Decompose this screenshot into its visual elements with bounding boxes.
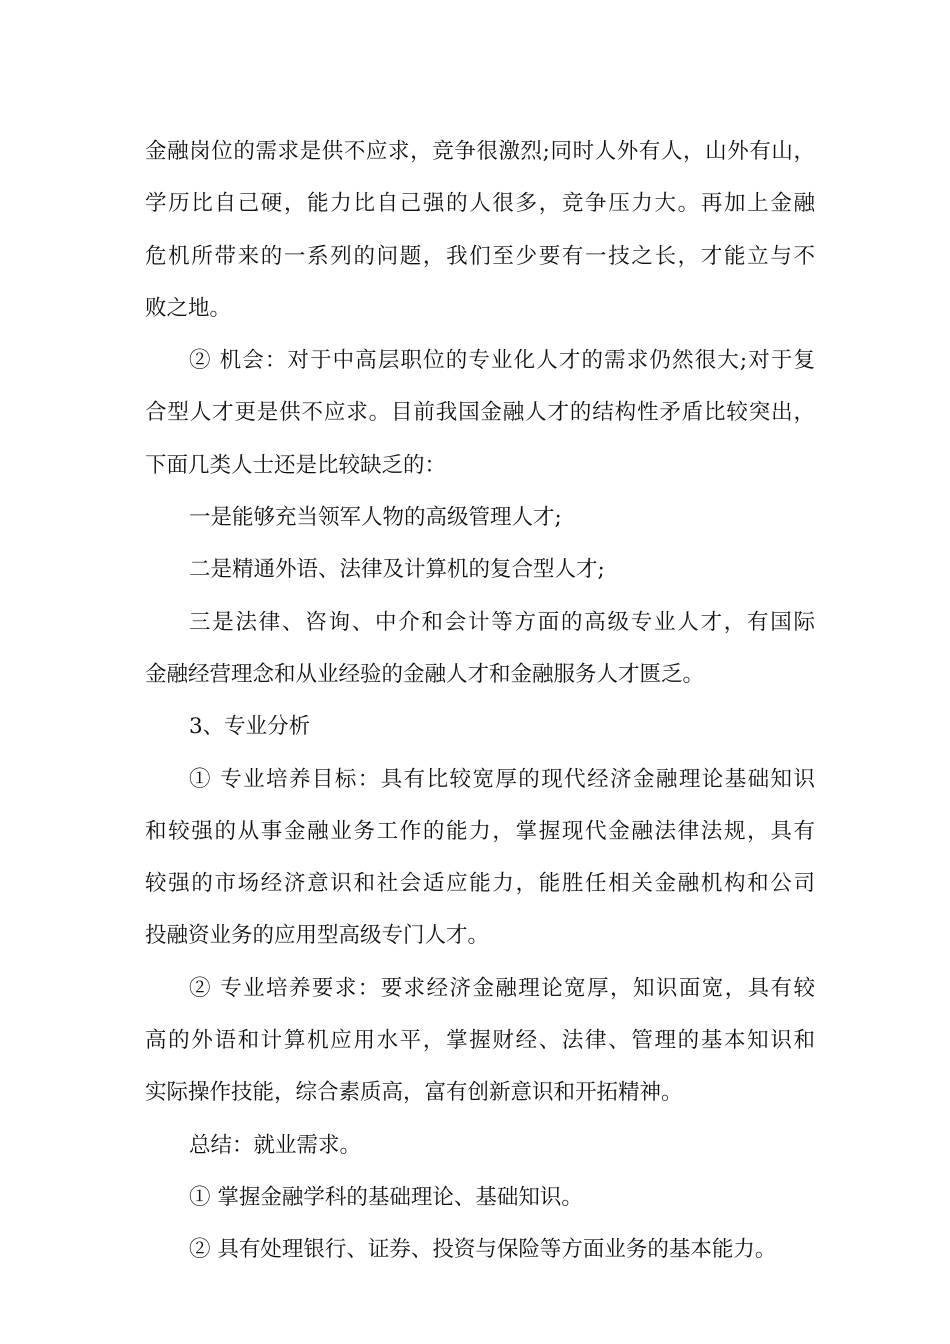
paragraph-line: 金融经营理念和从业经验的金融人才和金融服务人才匮乏。 — [145, 661, 705, 687]
list-item: ② 具有处理银行、证券、投资与保险等方面业务的基本能力。 — [189, 1237, 777, 1263]
paragraph-line: 金融岗位的需求是供不应求，竞争很激烈;同时人外有人，山外有山， — [145, 139, 815, 164]
body-text — [145, 130, 815, 1281]
paragraph-line: 危机所带来的一系列的问题，我们至少要有一技之长，才能立与不 — [145, 243, 815, 269]
paragraph-line: ② 专业培养要求：要求经济金融理论宽厚，知识面宽，具有较 — [189, 975, 815, 1001]
paragraph-line: 一是能够充当领军人物的高级管理人才; — [189, 505, 562, 531]
paragraph-line: 和较强的从事金融业务工作的能力，掌握现代金融法律法规，具有 — [145, 818, 815, 844]
paragraph-line: 投融资业务的应用型高级专门人才。 — [145, 923, 490, 949]
paragraph-line: 败之地。 — [145, 295, 232, 321]
paragraph-line: 实际操作技能，综合素质高，富有创新意识和开拓精神。 — [145, 1080, 683, 1106]
list-item: ① 掌握金融学科的基础理论、基础知识。 — [189, 1184, 583, 1210]
paragraph-line: 合型人才更是供不应求。目前我国金融人才的结构性矛盾比较突出， — [145, 400, 815, 426]
paragraph-line: 下面几类人士还是比较缺乏的： — [145, 452, 447, 478]
paragraph-line: ② 机会：对于中高层职位的专业化人才的需求仍然很大;对于复 — [189, 348, 815, 374]
paragraph-line: 三是法律、咨询、中介和会计等方面的高级专业人才，有国际 — [189, 609, 815, 635]
paragraph-line: ① 专业培养目标：具有比较宽厚的现代经济金融理论基础知识 — [189, 766, 815, 792]
summary-heading: 总结：就业需求。 — [189, 1132, 362, 1158]
paragraph-line: 二是精通外语、法律及计算机的复合型人才; — [189, 557, 605, 583]
section-heading: 3、专业分析 — [189, 714, 311, 740]
paragraph-line: 高的外语和计算机应用水平，掌握财经、法律、管理的基本知识和 — [145, 1028, 815, 1054]
paragraph-line: 较强的市场经济意识和社会适应能力，能胜任相关金融机构和公司 — [145, 871, 815, 897]
paragraph-line: 学历比自己硬，能力比自己强的人很多，竞争压力大。再加上金融 — [145, 191, 815, 217]
